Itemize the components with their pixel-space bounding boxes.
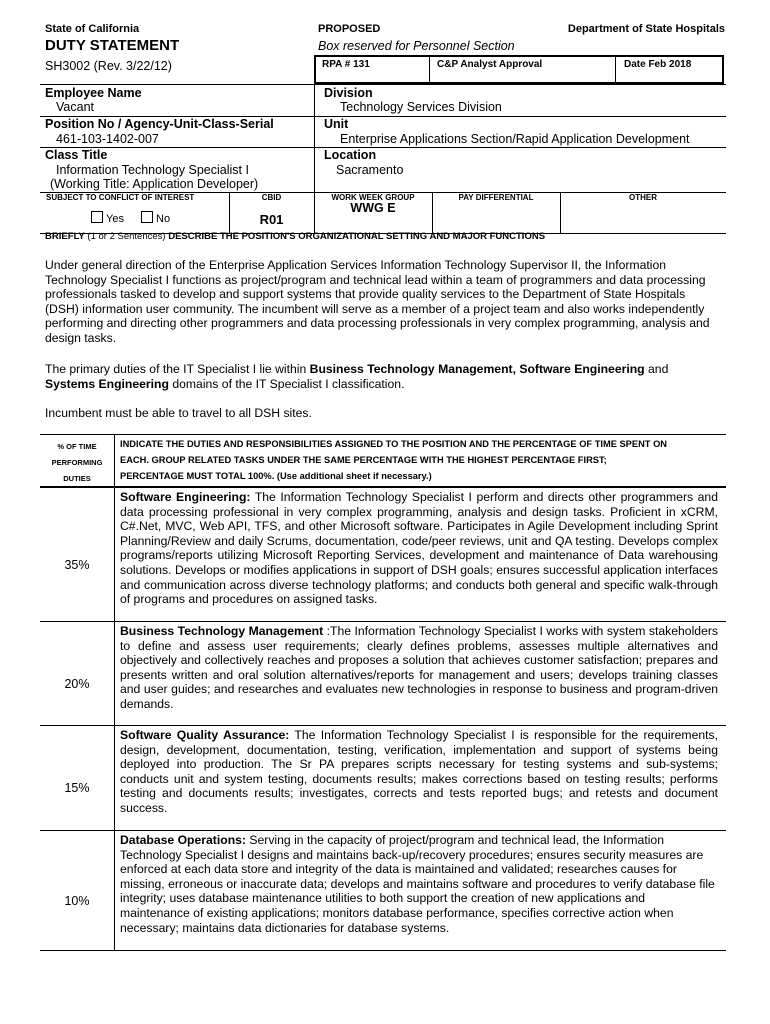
duty-body: :The Information Technology Specialist I works with system stakeholders to define and assess user requirements; clearly defines problems, assesses multiple alternatives and objectively and collectively reaches and proposes a solution that achieves customer satisfaction; prepares and presents written and oral solution alternatives/reports for management and users; develops training classes and user guides; and researches and evaluates new technologies in response to business and program-driven demands.	[120, 624, 718, 711]
pay-differential-label: PAY DIFFERENTIAL	[458, 193, 534, 202]
employee-name-value: Vacant	[56, 100, 94, 114]
briefly-label: BRIEFLY	[45, 231, 85, 242]
travel-requirement: Incumbent must be able to travel to all DSH sites.	[45, 406, 312, 420]
division-label: Division	[324, 86, 373, 100]
position-no-value: 461-103-1402-007	[56, 132, 159, 146]
primary-duties-paragraph	[45, 362, 721, 391]
briefly-note: (1 or 2 Sentences)	[84, 231, 169, 242]
para2-text-a: The primary duties of the IT Specialist I lie within	[45, 362, 310, 376]
personnel-box-label: Box reserved for Personnel Section	[318, 39, 515, 53]
division-value: Technology Services Division	[340, 100, 502, 114]
pct-header-1: % OF TIME	[57, 442, 97, 451]
state-label: State of California	[45, 23, 140, 35]
briefly-heading	[45, 231, 545, 242]
duty-description	[120, 624, 718, 712]
proposed-label: PROPOSED	[318, 23, 381, 35]
duty-body: The Information Technology Specialist I perform and directs other programmers and data processing professional in very complex programming, analysis and design tasks. Proficient in xCRM, C#.Net, MVC, Web API, TFS, and other Microsoft software. Participates in Agile Development including Sprint Planning/Review and daily Scrums, documentation, code/peer reviews, unit and QA testing. Develops complex programs/reports utilizing Microsoft Reporting Services, development and maintenance of Data warehousing solutions. Develops or modifies applications in support of DSH goals; ensures successful application interfaces and communication across diverse technology platforms; and conducts both general and specific walk-through of programs and procedures on assigned tasks.	[120, 490, 718, 607]
no-checkbox[interactable]	[141, 211, 153, 223]
organizational-setting-paragraph: Under general direction of the Enterprise Application Services Information Technology Supervisor II, the Information Technology Specialist I functions as project/program and technical lead within a team of programmers and data processing professionals tasked to develop and support systems that provide quality services to the Department of State Hospitals (DSH) information user community. The incumbent will serve as a member of a project team and also works independently performing and directing other programmers and data processing professionals in very complex programming, analysis and design tasks.	[45, 258, 710, 345]
work-week-group-label: WORK WEEK GROUP	[331, 193, 415, 202]
briefly-instruction: DESCRIBE THE POSITION'S ORGANIZATIONAL SETTING AND MAJOR FUNCTIONS	[168, 231, 546, 242]
class-title-label: Class Title	[45, 148, 108, 162]
duty-description	[120, 728, 718, 816]
para2-text-b: and	[644, 362, 669, 376]
rpa-number: RPA # 131	[322, 59, 370, 70]
para2-domains-a: Business Technology Management, Software Engineering	[309, 362, 645, 376]
class-title-value: Information Technology Specialist I	[56, 163, 249, 177]
position-no-label: Position No / Agency-Unit-Class-Serial	[45, 117, 274, 131]
para2-text-c: domains of the IT Specialist I classification.	[168, 376, 405, 391]
pct-header-2: PERFORMING	[51, 458, 103, 467]
location-label: Location	[324, 148, 377, 162]
document-title: DUTY STATEMENT	[45, 37, 180, 54]
duty-body: Serving in the capacity of project/program and technical lead, the Information Technology Specialist I designs and maintains back-up/recovery procedures; ensures security measures are enforced at each data store and integrity of the data is maintained and validated; researches causes for missing, erroneous or inaccurate data; develops and maintains software and procedures to verify database file integrity; uses database maintenance utilities to both support the creation of new applications and maintenance of existing applications; monitors database performance, specifies corrective action when necessary; maintains data dictionaries for database systems.	[120, 833, 715, 935]
form-number: SH3002 (Rev. 3/22/12)	[45, 59, 172, 73]
duty-title: Database Operations:	[120, 833, 246, 847]
cbid-value: R01	[259, 212, 284, 227]
duty-title: Software Quality Assurance:	[120, 728, 290, 742]
unit-value: Enterprise Applications Section/Rapid Application Development	[340, 132, 690, 146]
pct-header-3: DUTIES	[63, 474, 91, 483]
work-week-group-value: WWG E	[350, 201, 396, 215]
duty-percent: 10%	[64, 894, 90, 908]
cp-analyst-approval: C&P Analyst Approval	[437, 59, 543, 70]
duty-description	[120, 490, 718, 607]
cbid-label: CBID	[261, 193, 282, 202]
other-label: OTHER	[629, 193, 657, 202]
no-label: No	[156, 213, 171, 225]
location-value: Sacramento	[336, 163, 404, 177]
duty-title: Software Engineering:	[120, 490, 251, 504]
duty-description	[120, 833, 718, 935]
instructions-line-3: PERCENTAGE MUST TOTAL 100%. (Use additional sheet if necessary.)	[120, 471, 432, 481]
instructions-line-1: INDICATE THE DUTIES AND RESPONSIBILITIES ASSIGNED TO THE POSITION AND THE PERCENTAGE OF TIME SPENT ON	[120, 439, 668, 449]
conflict-of-interest-label: SUBJECT TO CONFLICT OF INTEREST	[46, 193, 195, 202]
unit-label: Unit	[324, 117, 349, 131]
duty-percent: 20%	[64, 677, 90, 691]
duty-percent: 15%	[64, 781, 90, 795]
employee-name-label: Employee Name	[45, 86, 142, 100]
department-label: Department of State Hospitals	[567, 23, 725, 35]
duty-body: The Information Technology Specialist I is responsible for the requirements, design, development, documentation, testing, verification, implementation and support of systems being deployed into production. The Sr PA prepares scripts necessary for testing systems and sub-systems; conducts unit and system testing, documents results; makes corrections based on testing results; performs testing and documents results; investigates, corrects and tests reported bugs; and retests and document success.	[120, 728, 718, 815]
approval-date: Date Feb 2018	[624, 59, 692, 70]
duty-title: Business Technology Management	[120, 624, 324, 638]
yes-checkbox[interactable]	[91, 211, 103, 223]
conflict-yes-option[interactable]	[91, 211, 124, 225]
duty-percent: 35%	[64, 558, 90, 572]
conflict-no-option[interactable]	[141, 211, 170, 225]
instructions-line-2: EACH. GROUP RELATED TASKS UNDER THE SAME PERCENTAGE WITH THE HIGHEST PERCENTAGE FIRST;	[120, 455, 607, 465]
para2-domains-b: Systems Engineering	[45, 376, 169, 391]
working-title: (Working Title: Application Developer)	[50, 177, 259, 191]
yes-label: Yes	[106, 213, 124, 225]
